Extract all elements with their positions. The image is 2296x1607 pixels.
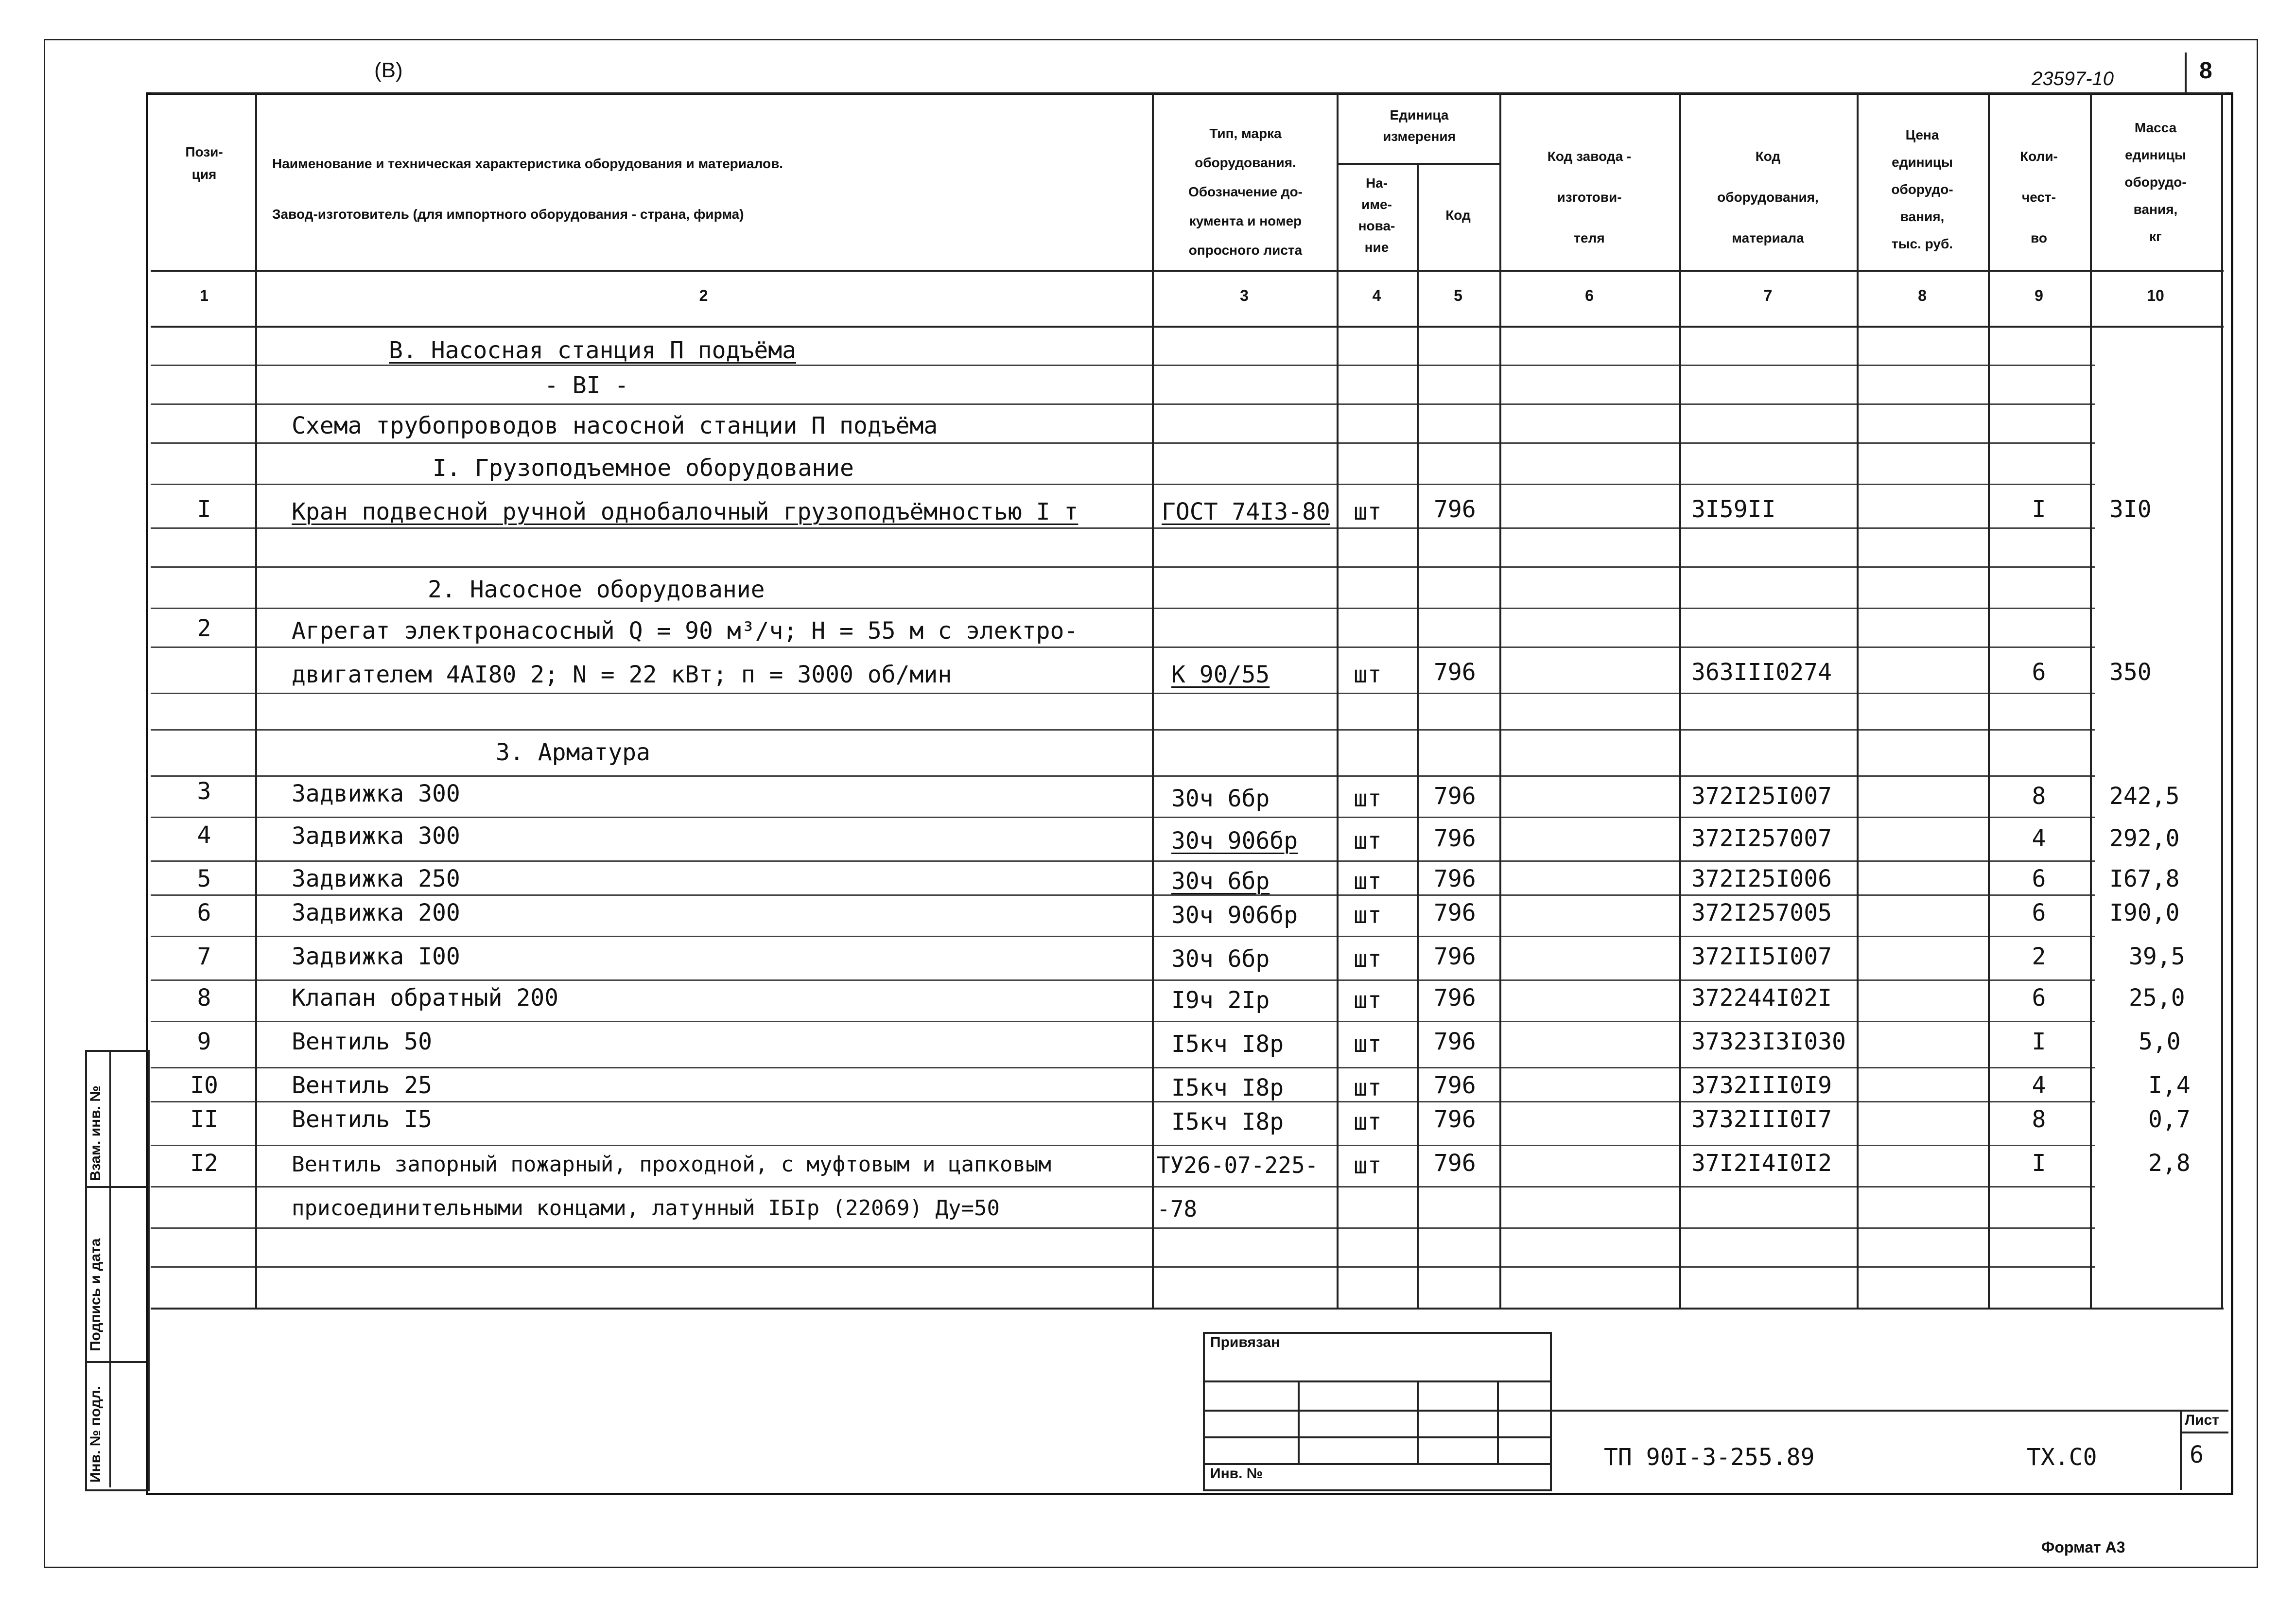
table-bottom — [151, 1308, 2224, 1310]
row-5-qty: 6 — [2032, 865, 2046, 892]
row-8-name: Клапан обратный 200 — [292, 984, 559, 1012]
row-9-type: I5кч I8р — [1171, 1031, 1284, 1058]
col-num-6: 6 — [1585, 287, 1594, 304]
col-header-4: На- име- нова- ние — [1358, 175, 1395, 255]
row-3-pos: 3 — [197, 778, 211, 805]
row-9-unit: шт — [1354, 1031, 1382, 1058]
row-5-pos: 5 — [197, 865, 211, 892]
row-12-qty: I — [2032, 1150, 2046, 1177]
row-6-eq: 372I257005 — [1691, 899, 1832, 926]
row-10-qty: 4 — [2032, 1072, 2046, 1099]
row-3-type: 30ч 6бр — [1171, 785, 1270, 812]
row-1-unit: шт — [1354, 498, 1382, 525]
group-heading-1: I. Грузоподъемное оборудование — [433, 454, 854, 482]
group-heading-2: 2. Насосное оборудование — [428, 576, 765, 603]
col-num-3: 3 — [1240, 287, 1249, 304]
row-8-pos: 8 — [197, 984, 211, 1012]
col-num-9: 9 — [2035, 287, 2043, 304]
row-12-type-cont: -78 — [1157, 1196, 1198, 1222]
row-7-eq: 372II5I007 — [1691, 943, 1832, 970]
col-num-7: 7 — [1763, 287, 1773, 304]
section-heading: В. Насосная станция П подъёма — [389, 337, 797, 364]
col-header-7: Код оборудования, материала — [1717, 149, 1819, 245]
col-header-6: Код завода - изготови- теля — [1547, 149, 1632, 245]
row-1-mass: 3I0 — [2109, 496, 2152, 523]
row-2-eq: 363III0274 — [1691, 659, 1832, 686]
row-11-unit: шт — [1354, 1108, 1382, 1135]
row-4-unit: шт — [1354, 827, 1382, 855]
row-1-name: Кран подвесной ручной однобалочный грузоподъёмностью I т — [292, 498, 1078, 525]
col-header-2: Наименование и техническая характеристика оборудования и материалов. Завод-изготовитель (для импортного оборудования - страна, фирма) — [272, 156, 783, 222]
row-12-unit: шт — [1354, 1152, 1382, 1179]
row-5-type: 30ч 6бр — [1171, 868, 1270, 895]
col-num-5: 5 — [1454, 287, 1462, 304]
scheme-heading: Схема трубопроводов насосной станции П подъёма — [292, 412, 938, 439]
row-2-pos: 2 — [197, 615, 211, 642]
row-12-pos: I2 — [190, 1150, 218, 1177]
col-num-4: 4 — [1372, 287, 1381, 304]
row-4-qty: 4 — [2032, 825, 2046, 852]
row-11-code: 796 — [1434, 1106, 1476, 1133]
row-7-type: 30ч 6бр — [1171, 945, 1270, 973]
row-4-mass: 292,0 — [2109, 825, 2180, 852]
row-11-qty: 8 — [2032, 1106, 2046, 1133]
format-label: Формат А3 — [2041, 1538, 2125, 1556]
row-11-name: Вентиль I5 — [292, 1106, 432, 1133]
row-8-eq: 372244I02I — [1691, 984, 1832, 1012]
col-header-8: Цена единицы оборудо- вания, тыс. руб. — [1891, 127, 1953, 251]
group-heading-3: 3. Арматура — [496, 739, 650, 766]
row-4-code: 796 — [1434, 825, 1476, 852]
row-9-mass: 5,0 — [2139, 1028, 2181, 1055]
row-10-unit: шт — [1354, 1074, 1382, 1101]
row-1-type: ГОСТ 74I3-80 — [1162, 498, 1330, 525]
row-5-name: Задвижка 250 — [292, 865, 460, 892]
row-11-eq: 3732III0I7 — [1691, 1106, 1832, 1133]
stamp-code: ТХ.С0 — [2027, 1444, 2097, 1471]
row-8-qty: 6 — [2032, 984, 2046, 1012]
row-4-eq: 372I257007 — [1691, 825, 1832, 852]
row-12-type: ТУ26-07-225- — [1157, 1152, 1319, 1178]
row-6-name: Задвижка 200 — [292, 899, 460, 926]
row-3-mass: 242,5 — [2109, 783, 2180, 810]
row-8-unit: шт — [1354, 987, 1382, 1014]
row-3-qty: 8 — [2032, 783, 2046, 810]
stamp-sheet-label: Лист — [2185, 1412, 2219, 1428]
row-5-eq: 372I25I006 — [1691, 865, 1832, 892]
row-3-name: Задвижка 300 — [292, 780, 460, 807]
row-8-type: I9ч 2Iр — [1171, 987, 1270, 1014]
col-num-2: 2 — [699, 287, 708, 304]
row-12-name-cont: присоединительными концами, латунный IБIр (22069) Ду=50 — [292, 1196, 1000, 1221]
row-5-unit: шт — [1354, 868, 1382, 895]
row-6-unit: шт — [1354, 902, 1382, 929]
row-11-type: I5кч I8р — [1171, 1108, 1284, 1135]
row-8-mass: 25,0 — [2129, 984, 2185, 1012]
row-9-code: 796 — [1434, 1028, 1476, 1055]
row-10-name: Вентиль 25 — [292, 1072, 432, 1099]
col-header-1: Пози- ция — [185, 144, 223, 182]
row-7-mass: 39,5 — [2129, 943, 2185, 970]
stamp-sheet-no: 6 — [2190, 1441, 2204, 1468]
row-6-code: 796 — [1434, 899, 1476, 926]
row-7-unit: шт — [1354, 945, 1382, 973]
col-num-8: 8 — [1918, 287, 1927, 304]
row-1-code: 796 — [1434, 496, 1476, 523]
row-1-eq: 3I59II — [1691, 496, 1776, 523]
side-label-vzam: Взам. инв. № — [87, 1085, 104, 1181]
col-header-3: Тип, марка оборудования. Обозначение до- кумента и номер опросного листа — [1188, 126, 1303, 258]
row-12-code: 796 — [1434, 1150, 1476, 1177]
col-num-10: 10 — [2147, 287, 2164, 304]
row-10-mass: I,4 — [2148, 1072, 2191, 1099]
doc-number: 23597-10 — [2032, 68, 2114, 89]
row-3-unit: шт — [1354, 785, 1382, 812]
row-6-type: 30ч 906бр — [1171, 902, 1298, 929]
row-4-type: 30ч 906бр — [1171, 827, 1298, 855]
row-5-mass: I67,8 — [2109, 865, 2180, 892]
row-6-mass: I90,0 — [2109, 899, 2180, 926]
col-header-5: Код — [1445, 208, 1471, 223]
side-label-inv: Инв. № подл. — [87, 1385, 104, 1483]
row-10-code: 796 — [1434, 1072, 1476, 1099]
stamp-inv-no: Инв. № — [1210, 1466, 1263, 1482]
row-7-qty: 2 — [2032, 943, 2046, 970]
row-12-eq: 37I2I4I0I2 — [1691, 1150, 1832, 1177]
row-6-qty: 6 — [2032, 899, 2046, 926]
row-2-name-cont: двигателем 4АI80 2; N = 22 кВт; п = 3000 об/мин — [292, 661, 952, 688]
row-10-eq: 3732III0I9 — [1691, 1072, 1832, 1099]
stamp-privyazan: Привязан — [1210, 1334, 1280, 1350]
table-top — [151, 92, 2224, 94]
section-mark: (B) — [374, 58, 403, 82]
row-2-mass: 350 — [2109, 659, 2152, 686]
col-header-9: Коли- чест- во — [2020, 149, 2058, 245]
colnum-bottom — [151, 326, 2224, 328]
unit-group-header: Единица измерения — [1383, 107, 1456, 144]
header-bottom — [151, 270, 2224, 272]
row-11-mass: 0,7 — [2148, 1106, 2191, 1133]
row-2-code: 796 — [1434, 659, 1476, 686]
row-3-code: 796 — [1434, 783, 1476, 810]
row-3-eq: 372I25I007 — [1691, 783, 1832, 810]
row-10-type: I5кч I8р — [1171, 1074, 1284, 1101]
row-9-eq: 37323I3I030 — [1691, 1028, 1846, 1055]
row-11-pos: II — [190, 1106, 218, 1133]
stamp-designation: ТП 90I-3-255.89 — [1604, 1444, 1815, 1471]
row-2-name: Агрегат электронасосный Q = 90 м³/ч; Н = 55 м с электро- — [292, 617, 1078, 645]
row-1-pos: I — [197, 496, 211, 523]
col-header-10: Масса единицы оборудо- вания, кг — [2124, 120, 2187, 244]
row-12-name: Вентиль запорный пожарный, проходной, с муфтовым и цапковым — [292, 1152, 1051, 1177]
row-2-unit: шт — [1354, 661, 1382, 688]
row-9-name: Вентиль 50 — [292, 1028, 432, 1055]
row-7-code: 796 — [1434, 943, 1476, 970]
side-label-podpis: Подпись и дата — [87, 1238, 104, 1351]
row-9-qty: I — [2032, 1028, 2046, 1055]
col-num-1: 1 — [200, 287, 209, 304]
row-5-code: 796 — [1434, 865, 1476, 892]
sub-heading: - ВI - — [544, 372, 629, 399]
row-7-name: Задвижка I00 — [292, 943, 460, 970]
sheet-corner-number: 8 — [2199, 58, 2212, 84]
row-2-qty: 6 — [2032, 659, 2046, 686]
row-6-pos: 6 — [197, 899, 211, 926]
row-8-code: 796 — [1434, 984, 1476, 1012]
row-9-pos: 9 — [197, 1028, 211, 1055]
row-10-pos: I0 — [190, 1072, 218, 1099]
row-2-type: К 90/55 — [1171, 661, 1270, 688]
row-1-qty: I — [2032, 496, 2046, 523]
row-4-name: Задвижка 300 — [292, 822, 460, 850]
row-7-pos: 7 — [197, 943, 211, 970]
row-12-mass: 2,8 — [2148, 1150, 2191, 1177]
row-4-pos: 4 — [197, 821, 211, 849]
